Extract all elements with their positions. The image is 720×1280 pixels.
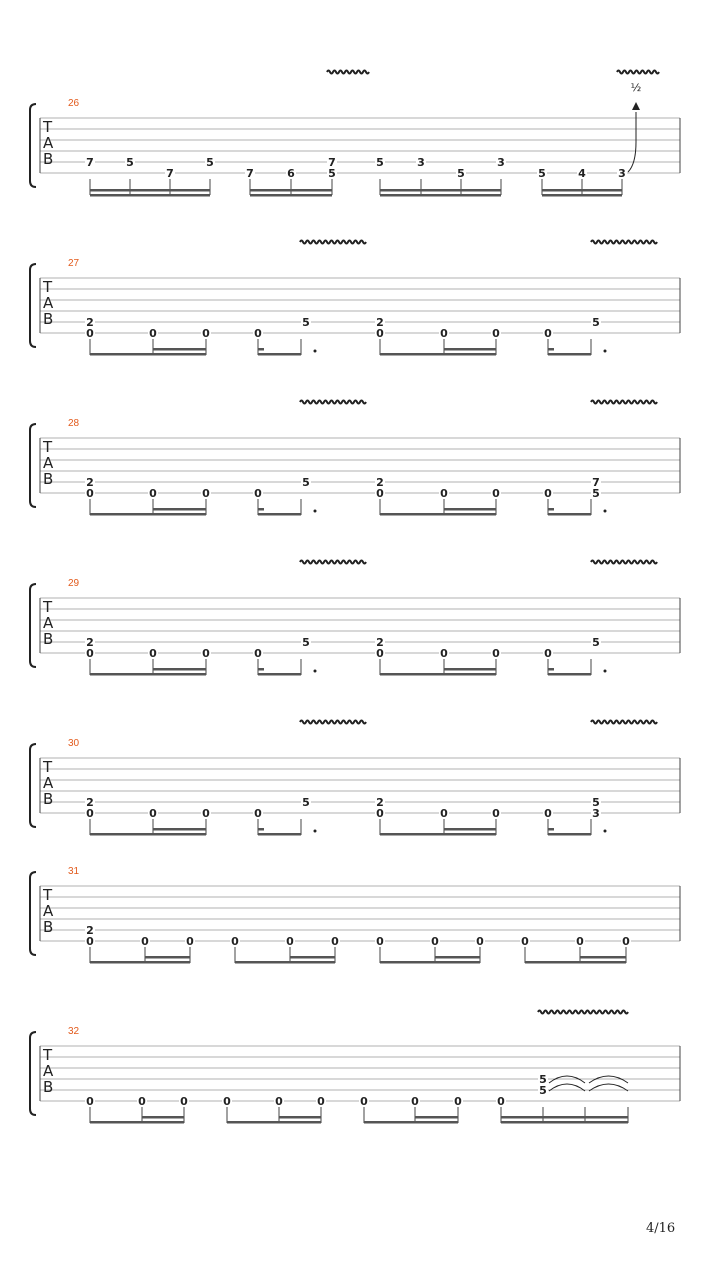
fret-number: 7 — [166, 167, 174, 180]
beam — [90, 194, 210, 197]
fret-number: 0 — [440, 647, 448, 660]
bar-number: 27 — [68, 258, 80, 269]
fret-number: 0 — [492, 327, 500, 340]
fret-number: 6 — [287, 167, 295, 180]
tab-clef-t: T — [43, 886, 53, 904]
vibrato-mark — [300, 561, 366, 564]
beam — [580, 956, 626, 959]
beam — [258, 828, 264, 831]
fret-number: 2 — [86, 316, 94, 329]
bar-number: 29 — [68, 578, 80, 589]
beam — [444, 348, 496, 351]
beam — [542, 189, 622, 192]
beam — [145, 956, 190, 959]
beam — [380, 833, 496, 836]
bar-number: 26 — [68, 98, 80, 109]
fret-number: 5 — [457, 167, 465, 180]
dot — [604, 510, 607, 513]
fret-number: 5 — [592, 796, 600, 809]
beam — [380, 189, 501, 192]
fret-number: 0 — [576, 935, 584, 948]
beam — [258, 513, 301, 516]
beam — [525, 961, 626, 964]
tab-clef-a: A — [43, 774, 54, 792]
tab-clef-t: T — [43, 758, 53, 776]
bar-number: 31 — [68, 866, 80, 877]
vibrato-mark — [591, 241, 657, 244]
fret-number: 0 — [622, 935, 630, 948]
beam — [258, 508, 264, 511]
tab-clef-b: B — [43, 150, 54, 168]
beam — [548, 828, 554, 831]
tab-clef-t: T — [43, 118, 53, 136]
beam — [90, 513, 206, 516]
fret-number: 0 — [286, 935, 294, 948]
beam — [548, 668, 554, 671]
vibrato-mark — [591, 561, 657, 564]
fret-number: 2 — [376, 636, 384, 649]
fret-number: 0 — [86, 487, 94, 500]
beam — [153, 828, 206, 831]
fret-number: 3 — [592, 807, 600, 820]
bar-number: 28 — [68, 418, 80, 429]
fret-number: 0 — [202, 327, 210, 340]
tab-clef-t: T — [43, 598, 53, 616]
beam — [90, 353, 206, 356]
dot — [314, 350, 317, 353]
fret-number: 0 — [254, 327, 262, 340]
tab-clef-t: T — [43, 278, 53, 296]
bar-number: 32 — [68, 1026, 80, 1037]
beam — [90, 1121, 184, 1124]
fret-number: 0 — [492, 647, 500, 660]
fret-number: 2 — [86, 636, 94, 649]
fret-number: 2 — [86, 796, 94, 809]
staff-system-26 — [30, 81, 680, 197]
vibrato-mark — [591, 721, 657, 724]
fret-number: 0 — [86, 647, 94, 660]
fret-number: 0 — [411, 1095, 419, 1108]
tab-clef-t: T — [43, 438, 53, 456]
fret-number: 3 — [497, 156, 505, 169]
beam — [364, 1121, 458, 1124]
beam — [548, 513, 591, 516]
vibrato-mark — [300, 721, 366, 724]
fret-number: 0 — [431, 935, 439, 948]
fret-number: 0 — [149, 327, 157, 340]
tab-clef-a: A — [43, 454, 54, 472]
tab-clef-b: B — [43, 470, 54, 488]
fret-number: 0 — [497, 1095, 505, 1108]
beam — [258, 673, 301, 676]
tab-clef-b: B — [43, 790, 54, 808]
beam — [435, 956, 480, 959]
fret-number: 0 — [254, 647, 262, 660]
fret-number: 0 — [254, 487, 262, 500]
fret-number: 0 — [440, 487, 448, 500]
vibrato-mark — [300, 401, 366, 404]
tab-clef-b: B — [43, 918, 54, 936]
dot — [314, 830, 317, 833]
dot — [314, 510, 317, 513]
fret-number: 3 — [618, 167, 626, 180]
beam — [250, 194, 332, 197]
fret-number: 3 — [417, 156, 425, 169]
tab-clef-a: A — [43, 1062, 54, 1080]
beam — [380, 513, 496, 516]
fret-number: 0 — [544, 647, 552, 660]
beam — [501, 1116, 628, 1119]
fret-number: 0 — [331, 935, 339, 948]
fret-number: 0 — [376, 935, 384, 948]
fret-number: 0 — [492, 807, 500, 820]
dot — [314, 670, 317, 673]
beam — [380, 353, 496, 356]
staff-bracket — [30, 584, 36, 667]
staff-bracket — [30, 104, 36, 187]
beam — [90, 673, 206, 676]
tab-clef-a: A — [43, 294, 54, 312]
fret-number: 2 — [86, 924, 94, 937]
fret-number: 0 — [440, 807, 448, 820]
beam — [548, 348, 554, 351]
fret-number: 0 — [360, 1095, 368, 1108]
fret-number: 0 — [376, 327, 384, 340]
beam — [548, 508, 554, 511]
beam — [227, 1121, 321, 1124]
beam — [258, 668, 264, 671]
tab-clef-a: A — [43, 902, 54, 920]
fret-number: 5 — [328, 167, 336, 180]
staff-system-30 — [30, 738, 680, 836]
beam — [290, 956, 335, 959]
tab-clef-b: B — [43, 1078, 54, 1096]
beam — [380, 673, 496, 676]
fret-number: 2 — [86, 476, 94, 489]
staff-system-27 — [30, 258, 680, 356]
fret-number: 7 — [328, 156, 336, 169]
tie-arc — [589, 1076, 628, 1083]
fret-number: 5 — [302, 636, 310, 649]
beam — [153, 668, 206, 671]
beam — [444, 508, 496, 511]
dot — [604, 350, 607, 353]
beam — [444, 828, 496, 831]
bar-number: 30 — [68, 738, 80, 749]
fret-number: 0 — [544, 327, 552, 340]
beam — [258, 833, 301, 836]
staff-bracket — [30, 264, 36, 347]
fret-number: 0 — [317, 1095, 325, 1108]
tab-clef-a: A — [43, 614, 54, 632]
fret-number: 0 — [254, 807, 262, 820]
beam — [548, 833, 591, 836]
tab-clef-b: B — [43, 310, 54, 328]
fret-number: 0 — [149, 647, 157, 660]
fret-number: 5 — [539, 1073, 547, 1086]
staff-bracket — [30, 872, 36, 955]
vibrato-mark — [327, 71, 369, 74]
fret-number: 0 — [521, 935, 529, 948]
fret-number: 0 — [202, 487, 210, 500]
vibrato-mark — [617, 71, 659, 74]
vibrato-mark — [591, 401, 657, 404]
fret-number: 0 — [180, 1095, 188, 1108]
fret-number: 0 — [544, 807, 552, 820]
beam — [235, 961, 335, 964]
fret-number: 0 — [376, 487, 384, 500]
staff-bracket — [30, 1032, 36, 1115]
vibrato-mark — [538, 1011, 628, 1014]
fret-number: 0 — [544, 487, 552, 500]
fret-number: 5 — [302, 796, 310, 809]
fret-number: 0 — [86, 935, 94, 948]
fret-number: 2 — [376, 316, 384, 329]
fret-number: 0 — [202, 647, 210, 660]
dot — [604, 670, 607, 673]
fret-number: 5 — [592, 487, 600, 500]
tie-arc — [549, 1076, 585, 1083]
fret-number: 0 — [86, 327, 94, 340]
beam — [90, 189, 210, 192]
beam — [444, 668, 496, 671]
beam — [380, 961, 480, 964]
fret-number: 5 — [539, 1084, 547, 1097]
fret-number: 0 — [149, 487, 157, 500]
page-indicator: 4/16 — [646, 1221, 676, 1236]
fret-number: 0 — [231, 935, 239, 948]
staff-bracket — [30, 424, 36, 507]
fret-number: 0 — [149, 807, 157, 820]
fret-number: 5 — [376, 156, 384, 169]
fret-number: 0 — [454, 1095, 462, 1108]
fret-number: 0 — [223, 1095, 231, 1108]
staff-bracket — [30, 744, 36, 827]
fret-number: 0 — [476, 935, 484, 948]
beam — [380, 194, 501, 197]
fret-number: 2 — [376, 796, 384, 809]
tab-clef-t: T — [43, 1046, 53, 1064]
fret-number: 7 — [86, 156, 94, 169]
staff-system-29 — [30, 578, 680, 676]
fret-number: 5 — [592, 316, 600, 329]
fret-number: 0 — [376, 807, 384, 820]
fret-number: 5 — [206, 156, 214, 169]
beam — [279, 1116, 321, 1119]
dot — [604, 830, 607, 833]
fret-number: 0 — [138, 1095, 146, 1108]
bend-arrow — [632, 102, 640, 110]
fret-number: 0 — [186, 935, 194, 948]
beam — [548, 673, 591, 676]
bend-amount: ½ — [630, 81, 642, 94]
staff-system-28 — [30, 418, 680, 516]
fret-number: 0 — [275, 1095, 283, 1108]
fret-number: 5 — [592, 636, 600, 649]
fret-number: 0 — [376, 647, 384, 660]
beam — [142, 1116, 184, 1119]
fret-number: 0 — [202, 807, 210, 820]
fret-number: 0 — [492, 487, 500, 500]
tab-clef-b: B — [43, 630, 54, 648]
beam — [258, 348, 264, 351]
beam — [415, 1116, 458, 1119]
fret-number: 4 — [578, 167, 586, 180]
fret-number: 7 — [246, 167, 254, 180]
vibrato-mark — [300, 241, 366, 244]
fret-number: 7 — [592, 476, 600, 489]
fret-number: 5 — [302, 476, 310, 489]
beam — [90, 961, 190, 964]
beam — [153, 508, 206, 511]
fret-number: 5 — [302, 316, 310, 329]
beam — [501, 1121, 628, 1124]
fret-number: 5 — [538, 167, 546, 180]
beam — [548, 353, 591, 356]
fret-number: 0 — [86, 1095, 94, 1108]
beam — [90, 833, 206, 836]
fret-number: 0 — [440, 327, 448, 340]
beam — [542, 194, 622, 197]
fret-number: 0 — [86, 807, 94, 820]
fret-number: 5 — [126, 156, 134, 169]
bend-curve — [628, 112, 636, 172]
tab-clef-a: A — [43, 134, 54, 152]
beam — [258, 353, 301, 356]
staff-system-32 — [30, 1026, 680, 1124]
staff-system-31 — [30, 866, 680, 964]
beam — [250, 189, 332, 192]
beam — [153, 348, 206, 351]
fret-number: 0 — [141, 935, 149, 948]
fret-number: 2 — [376, 476, 384, 489]
